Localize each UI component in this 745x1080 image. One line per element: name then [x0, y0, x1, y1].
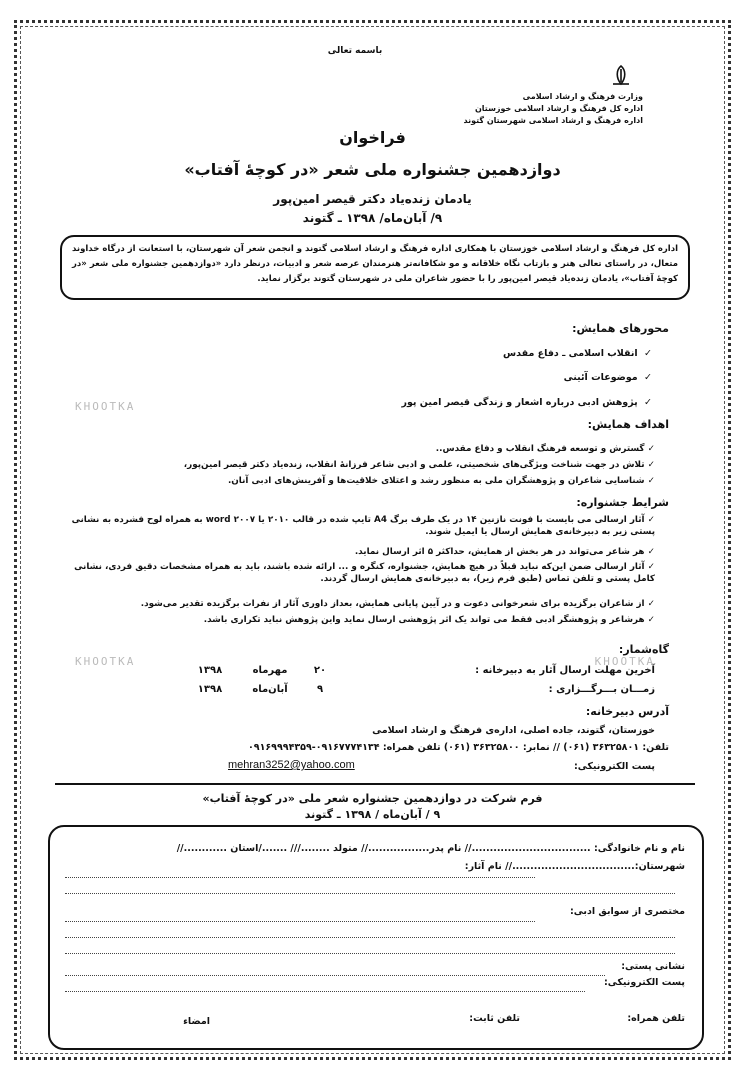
dotted-line — [65, 975, 605, 976]
list-item — [55, 561, 655, 585]
list-item — [55, 514, 655, 538]
condition-text: هرشاعر و پژوهشگر ادبی فقط می تواند یک اثر پژوهشی ارسال نماید واین پژوهش نباید تکراری باشد. — [203, 615, 645, 625]
list-item — [55, 546, 655, 558]
mobile-field[interactable]: تلفن همراه: — [627, 1013, 685, 1024]
form-title: فرم شرکت در دوازدهمین جشنواره شعر ملی «در کوچهٔ آفتاب» — [202, 792, 543, 805]
axis-text: پژوهش ادبی درباره اشعار و زندگی قیصر امین پور — [401, 397, 638, 408]
city-field[interactable]: شهرستان:..................................// نام آثار: — [464, 861, 685, 872]
goal-text: تلاش در جهت شناخت ویژگی‌های شخصیتی، علمی و ادبی شاعر فرزانهٔ انقلاب، زنده‌یاد دکتر قیصر امین‌پور، — [183, 460, 645, 470]
landline-field[interactable]: تلفن ثابت: — [469, 1013, 520, 1024]
condition-text: هر شاعر می‌تواند در هر بخش از همایش، حداکثر ۵ اثر ارسال نماید. — [354, 547, 645, 557]
dotted-line — [65, 953, 675, 954]
goal-text: گسترش و توسعه فرهنگ انقلاب و دفاع مقدس.. — [435, 444, 645, 454]
axis-text: انقلاب اسلامی ـ دفاع مقدس — [503, 348, 638, 359]
event-year: ۱۳۹۸ — [197, 684, 223, 695]
event-day: ۹ — [316, 684, 324, 695]
org-line-2: اداره کل فرهنگ و ارشاد اسلامی خوزستان — [474, 104, 643, 113]
ministry-logo-icon — [609, 64, 633, 88]
phones-line: تلفن: ۳۶۳۲۵۸۰۱ (۰۶۱) // نمابر: ۳۶۳۲۵۸۰۰ (۰۶۱) تلفن همراه: ۰۹۱۶۷۷۷۴۱۳۴-۰۹۱۶۹۹۹۴۳۵۹ — [247, 742, 669, 753]
check-icon: ✓ — [647, 562, 655, 572]
check-icon: ✓ — [644, 372, 652, 383]
address-line: خوزستان، گتوند، جاده اصلی، اداره‌ی فرهنگ و ارشاد اسلامی — [372, 725, 655, 736]
memorial-title: یادمان زنده‌یاد دکتر قیصر امین‌پور — [273, 192, 472, 206]
deadline-label: آخرین مهلت ارسال آثار به دبیرخانه : — [475, 665, 655, 676]
conditions-heading: شرایط جشنواره: — [576, 496, 669, 509]
calendar-heading: گاه‌شمار: — [618, 643, 669, 656]
check-icon: ✓ — [647, 515, 655, 525]
dotted-line — [65, 921, 535, 922]
check-icon: ✓ — [647, 476, 655, 486]
axis-text: موضوعات آئینی — [563, 372, 638, 383]
event-label: زمـــان بـــرگـــزاری : — [548, 684, 655, 695]
event-month: آبان‌ماه — [252, 684, 288, 695]
festival-title: دوازدهمین جشنواره ملی شعر «در کوچهٔ آفتاب» — [184, 160, 561, 179]
list-item — [95, 372, 655, 383]
axes-heading: محورهای همایش: — [572, 322, 669, 335]
condition-text: از شاعران برگزیده برای شعرخوانی دعوت و در آیین پایانی همایش، بعداز داوری آثار از نفرات برگزیده تقدیر می‌شود. — [140, 599, 645, 609]
org-line-1: وزارت فرهنگ و ارشاد اسلامی — [522, 92, 643, 101]
dotted-line — [65, 877, 535, 878]
intro-text: اداره کل فرهنگ و ارشاد اسلامی خوزستان با همکاری اداره فرهنگ و ارشاد اسلامی گتوند و انجمن شعر آن شهرستان، با استعانت از درگاه خداوند متعال، در راستای تعالی هنر و بازتاب نگاه خلاقانه و مو شکافانه‌تر هنرمندان عرصه شعر و ادبیات، درنظر دارد «دوازدهمین جشنواره ملی شعر «در کوچهٔ آفتاب»، یادمان زنده‌یاد قیصر امین‌پور را با حضور شاعران ملی در شهرستان گتوند برگزار نماید. — [60, 235, 690, 300]
watermark: KHOOTKA — [75, 655, 136, 668]
email-link[interactable]: mehran3252@yahoo.com — [228, 759, 355, 771]
list-item — [55, 614, 655, 626]
deadline-year: ۱۳۹۸ — [197, 665, 223, 676]
goals-heading: اهداف همایش: — [587, 418, 669, 431]
watermark: KHOOTKA — [594, 655, 655, 668]
postal-field[interactable]: نشانی پستی: — [621, 961, 685, 972]
list-item — [55, 443, 655, 455]
call-title: فراخوان — [339, 128, 406, 147]
list-item — [55, 475, 655, 487]
deadline-month: مهرماه — [252, 665, 288, 676]
signature-field[interactable]: امضاء — [183, 1016, 210, 1027]
festival-date: ۹/ آبان‌ماه/ ۱۳۹۸ ـ گتوند — [302, 211, 443, 225]
dotted-line — [65, 991, 585, 992]
section-divider — [55, 783, 695, 785]
org-line-3: اداره فرهنگ و ارشاد اسلامی شهرستان گتوند — [463, 116, 643, 125]
check-icon: ✓ — [647, 547, 655, 557]
watermark: KHOOTKA — [75, 400, 136, 413]
check-icon: ✓ — [647, 460, 655, 470]
check-icon: ✓ — [647, 444, 655, 454]
dotted-line — [65, 893, 675, 894]
goal-text: شناسایی شاعران و پژوهشگران ملی به منظور رشد و اعتلای خلاقیت‌ها و آفرینش‌های ادبی آنان. — [227, 476, 645, 486]
bio-field[interactable]: مختصری از سوابق ادبی: — [569, 906, 685, 917]
list-item — [55, 598, 655, 610]
email-form-field[interactable]: پست الکترونیکی: — [603, 977, 685, 988]
list-item — [55, 459, 655, 471]
check-icon: ✓ — [644, 348, 652, 359]
deadline-day: ۲۰ — [313, 665, 327, 676]
condition-text: آثار ارسالی ضمن این‌که نباید قبلاً در هیچ همایش، جشنواره، کنگره و ... ارائه شده باشند، باید به همراه مشخصات دقیق فردی، نشانی کامل پستی و تلفن تماس (طبق فرم زیر)، به دبیرخانه‌ی همایش ارسال گردند. — [74, 562, 655, 584]
dotted-line — [65, 937, 675, 938]
form-date: ۹ / آبان‌ماه / ۱۳۹۸ ـ گتوند — [304, 808, 441, 821]
address-heading: آدرس دبیرخانه: — [585, 705, 669, 718]
email-label: پست الکترونیکی: — [573, 761, 655, 772]
list-item — [95, 348, 655, 359]
check-icon: ✓ — [647, 599, 655, 609]
basmala: باسمه تعالی — [327, 46, 383, 56]
condition-text: آثار ارسالی می بایست با فونت نازنین ۱۴ در یک طرف برگ A4 تایپ شده در قالب ۲۰۱۰ یا ۲۰۰۷ word به همراه لوح فشرده به نشانی پستی زیر به دبیرخانه‌ی همایش ارسال یا ایمیل شوند. — [71, 515, 655, 537]
check-icon: ✓ — [644, 397, 652, 408]
name-field[interactable]: نام و نام خانوادگی: .................................// نام پدر.................// متولد ......../// ......./استان ............// — [176, 843, 685, 854]
list-item — [95, 397, 655, 408]
check-icon: ✓ — [647, 615, 655, 625]
